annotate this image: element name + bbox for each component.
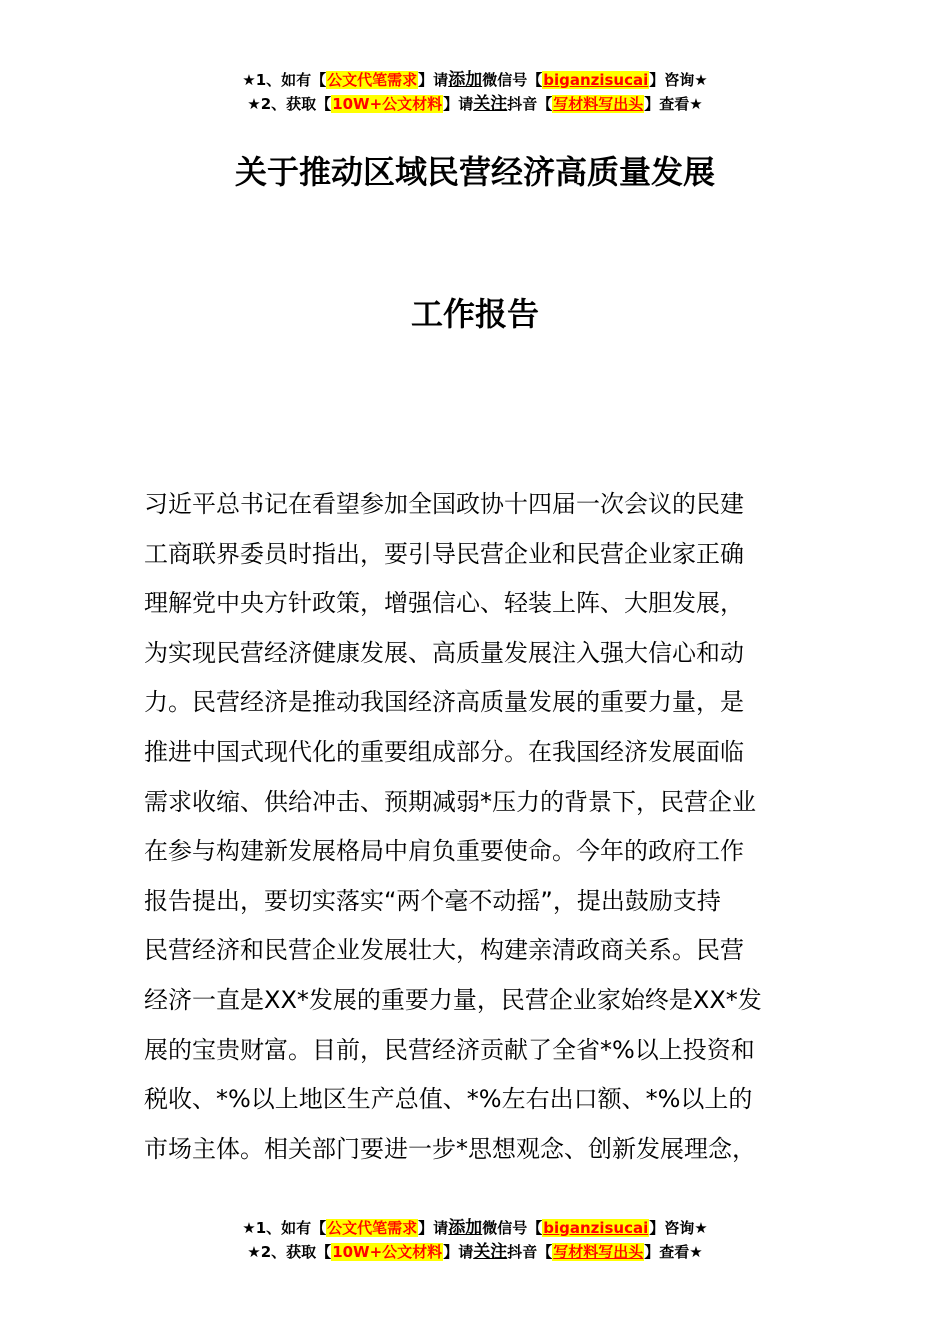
highlight-materials: 10W+公文材料 xyxy=(332,95,443,113)
banner-line-2 xyxy=(0,1240,950,1264)
banner-text: 】请 xyxy=(443,95,474,113)
banner-emphasis: 关注 xyxy=(473,1242,508,1262)
body-line: 需求收缩、供给冲击、预期减弱*压力的背景下，民营企业 xyxy=(144,787,756,816)
footer-banner xyxy=(0,1216,950,1264)
body-line: 市场主体。相关部门要进一步*思想观念、创新发展理念， xyxy=(144,1134,756,1163)
banner-text: ★1、如有【 xyxy=(242,71,327,89)
body-line: 展的宝贵财富。目前，民营经济贡献了全省*%以上投资和 xyxy=(144,1035,755,1064)
highlight-materials: 10W+公文材料 xyxy=(332,1243,443,1261)
banner-text: 】查看★ xyxy=(644,1243,703,1261)
banner-text: ★1、如有【 xyxy=(242,1219,327,1237)
document-title-line-1: 关于推动区域民营经济高质量发展 xyxy=(234,153,715,191)
body-line: 报告提出，要切实落实“两个毫不动摇”，提出鼓励支持 xyxy=(144,886,721,915)
highlight-service: 公文代笔需求 xyxy=(327,1219,418,1237)
banner-text: 抖音【 xyxy=(507,1243,553,1261)
body-paragraph xyxy=(144,480,808,1174)
banner-text: 微信号【 xyxy=(482,1219,543,1237)
banner-line-1 xyxy=(0,68,950,92)
banner-text: ★2、获取【 xyxy=(247,1243,332,1261)
body-line: 税收、*%以上地区生产总值、*%左右出口额、*%以上的 xyxy=(144,1085,753,1114)
banner-line-1 xyxy=(0,1216,950,1240)
banner-text: 微信号【 xyxy=(482,71,543,89)
body-line: 民营经济和民营企业发展壮大，构建亲清政商关系。民营 xyxy=(144,936,744,965)
douyin-account-link[interactable]: 写材料写出头 xyxy=(553,95,644,113)
body-line: 推进中国式现代化的重要组成部分。在我国经济发展面临 xyxy=(144,737,744,766)
header-banner xyxy=(0,68,950,116)
douyin-account-link[interactable]: 写材料写出头 xyxy=(553,1243,644,1261)
banner-line-2 xyxy=(0,92,950,116)
banner-emphasis: 关注 xyxy=(473,94,508,114)
body-line: 在参与构建新发展格局中肩负重要使命。今年的政府工作 xyxy=(144,837,744,866)
banner-text: 】请 xyxy=(443,1243,474,1261)
banner-text: 】查看★ xyxy=(644,95,703,113)
wechat-id-link[interactable]: biganzisucai xyxy=(543,71,649,89)
wechat-id-link[interactable]: biganzisucai xyxy=(543,1219,649,1237)
banner-text: 抖音【 xyxy=(507,95,553,113)
body-line: 习近平总书记在看望参加全国政协十四届一次会议的民建 xyxy=(144,490,744,518)
banner-text: 】请 xyxy=(418,1219,449,1237)
banner-text: ★2、获取【 xyxy=(247,95,332,113)
document-title-line-2: 工作报告 xyxy=(410,295,539,333)
banner-emphasis: 添加 xyxy=(448,70,483,90)
banner-text: 】请 xyxy=(418,71,449,89)
body-line: 理解党中央方针政策，增强信心、轻装上阵、大胆发展， xyxy=(144,589,744,618)
body-line: 力。民营经济是推动我国经济高质量发展的重要力量，是 xyxy=(144,688,744,717)
highlight-service: 公文代笔需求 xyxy=(327,71,418,89)
banner-text: 】咨询★ xyxy=(649,71,708,89)
banner-text: 】咨询★ xyxy=(649,1219,708,1237)
body-line: 工商联界委员时指出，要引导民营企业和民营企业家正确 xyxy=(144,539,744,568)
body-line: 经济一直是XX*发展的重要力量，民营企业家始终是XX*发 xyxy=(144,985,762,1014)
body-line: 为实现民营经济健康发展、高质量发展注入强大信心和动 xyxy=(144,638,744,667)
banner-emphasis: 添加 xyxy=(448,1218,483,1238)
